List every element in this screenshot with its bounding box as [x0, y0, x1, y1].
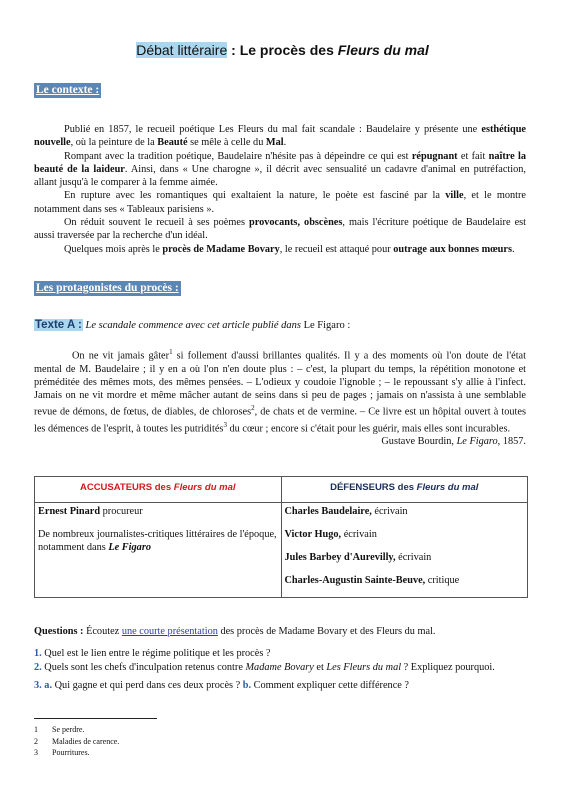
defenders-cell [281, 503, 528, 598]
defenders-header: DÉFENSEURS des Fleurs du mal [281, 477, 528, 503]
questions-intro: Questions : Écoutez une courte présentation des procès de Madame Bovary et des Fleurs du mal. [34, 626, 436, 637]
accuser-entry: Ernest Pinard procureur [38, 506, 143, 517]
title-highlight: Débat littéraire [136, 42, 228, 58]
defender-entry: Victor Hugo, écrivain [284, 529, 377, 540]
defender-entry: Charles-Augustin Sainte-Beuve, critique [284, 575, 460, 586]
figaro-quote: On ne vit jamais gâter$^1$ si follement d'aussi brillantes qualités. Il y a des moments où l'on doute de l'état mental de M. Baudelaire ; il y en a où l'on n'en doute plus : – c'est, la plupart du temps, la répétition monotone et préméditée des mêmes mots, des mêmes pensées. – L'odieux y coudoie l'ignoble ; – le repoussant s'y allie à l'infect. Jamais on ne vit mordre et même mâcher autant de seins dans si peu de pages ; jamais on n'assista à une semblable revue de démons, de fœtus, de diables, de chloroses$^2$, de chats et de vermine. – Ce livre est un hôpital ouvert à toutes les démences de l'esprit, à toutes les putridités$^3$ du cœur ; encore si c'était pour les guérir, mais elles sont incurables. Gustave Bourdin, Le Figaro, 1857. [34, 348, 526, 448]
defender-entry: Jules Barbey d'Aurevilly, écrivain [284, 552, 432, 563]
accusers-cell [35, 503, 282, 598]
footnote: 2 Maladies de carence. [34, 736, 120, 746]
accuser-entry: De nombreux journalistes-critiques littéraires de l'époque, notamment dans Le Figaro [38, 529, 277, 553]
texte-a-label: Texte A : [35, 319, 82, 331]
context-paragraph: En rupture avec les romantiques qui exaltaient la nature, le poète est fasciné par la ville, et le montre notamment dans ses « Tableaux parisiens ». [34, 190, 526, 215]
protagonists-heading: Les protagonistes du procès : [36, 282, 179, 294]
context-text [34, 123, 526, 256]
context-heading: Le contexte : [36, 84, 100, 96]
context-paragraph: Quelques mois après le procès de Madame Bovary, le recueil est attaqué pour outrage aux bonnes mœurs. [64, 243, 515, 255]
context-paragraph: Publié en 1857, le recueil poétique Les Fleurs du mal fait scandale : Baudelaire y présente une esthétique nouvelle, où la peinture de la Beauté se mêle à celle du Mal. [34, 124, 526, 149]
footnote: 3 Pourritures. [34, 748, 90, 757]
texte-a-intro: Texte A : Le scandale commence avec cet article publié dans Le Figaro : [35, 319, 351, 331]
question-item: 3. a. Qui gagne et qui perd dans ces deux procès ? b. Comment expliquer cette différence ? [34, 679, 409, 691]
question-item: 2. Quels sont les chefs d'inculpation retenus contre Madame Bovary et Les Fleurs du mal ? Expliquez pourquoi. [34, 661, 495, 673]
context-paragraph: On réduit souvent le recueil à ses poèmes provocants, obscènes, mais l'écriture poétique de Baudelaire est aussi traversée par la recherche d'un idéal. [34, 217, 527, 242]
question-item: 1. Quel est le lien entre le régime politique et les procès ? [34, 648, 271, 660]
defender-entry: Charles Baudelaire, écrivain [284, 506, 408, 517]
presentation-link[interactable]: une courte présentation [121, 626, 218, 637]
footnote: 1 Se perdre. [34, 725, 85, 734]
accusers-header: ACCUSATEURS des Fleurs du mal [35, 477, 282, 503]
page-title: Débat littéraire : Le procès des Fleurs du mal [136, 42, 429, 58]
footnotes [34, 724, 119, 759]
context-paragraph: Rompant avec la tradition poétique, Baudelaire n'hésite pas à dépeindre ce qui est répugnant et fait naître la beauté de la laideur. Ainsi, dans « Une charogne », il décrit avec sensualité un cadavre d'animal en putréfaction, allant jusqu'à le comparer à la femme aimée. [34, 150, 527, 189]
quote-signature: Gustave Bourdin, Le Figaro, 1857. [381, 436, 526, 448]
protagonists-table [34, 476, 528, 598]
questions-block [34, 625, 526, 697]
footnote-divider [34, 718, 157, 719]
